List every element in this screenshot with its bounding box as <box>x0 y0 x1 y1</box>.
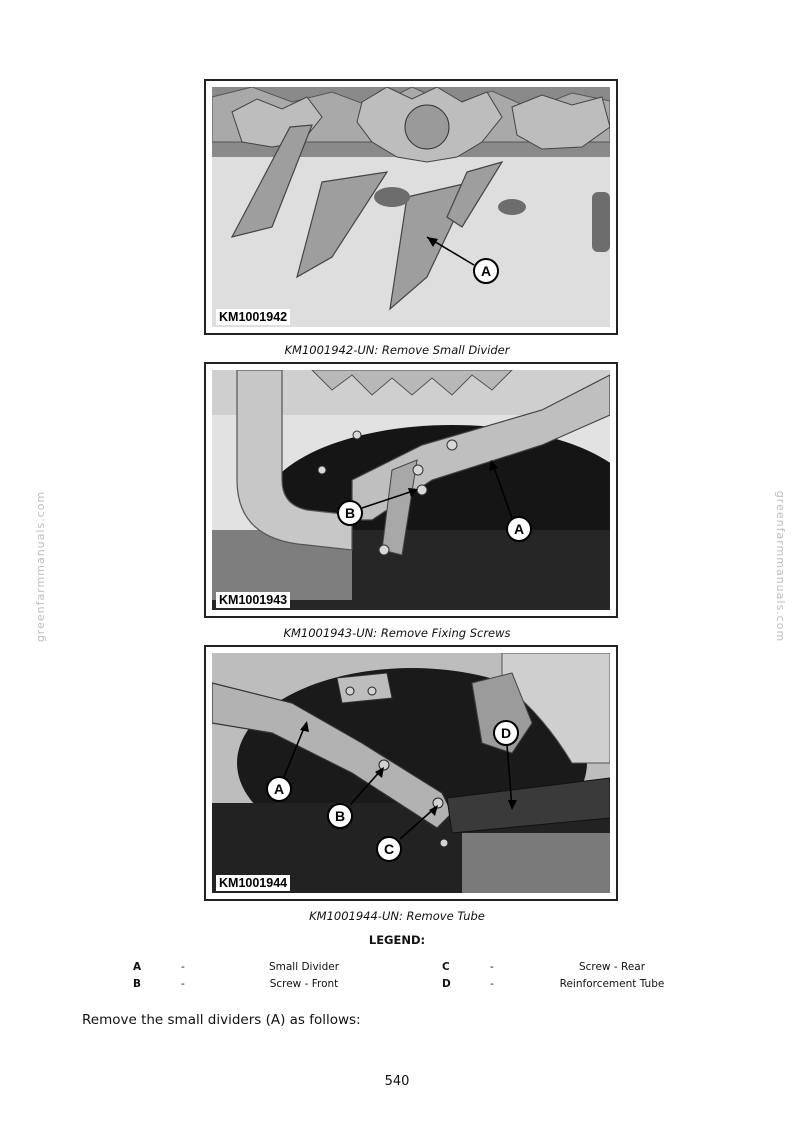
legend-key: A <box>133 961 142 973</box>
legend-dash: - <box>181 961 185 973</box>
callout-a-label: A <box>273 781 285 797</box>
legend-key: D <box>442 978 451 990</box>
legend-dash: - <box>181 978 185 990</box>
legend-row <box>0 978 794 992</box>
callout-c-label: C <box>383 841 395 857</box>
instruction-text: Remove the small dividers (A) as follows: <box>82 1012 361 1028</box>
callout-d-label: D <box>500 725 512 741</box>
callout-a-label: A <box>480 263 492 279</box>
figure-id: KM1001943 <box>216 592 290 608</box>
legend-description: Small Divider <box>268 961 340 973</box>
callout-b-label: B <box>344 505 356 521</box>
legend-row <box>0 961 794 975</box>
figure-photo <box>212 87 610 327</box>
figure-id: KM1001942 <box>216 309 290 325</box>
watermark-left: greenfarmmanuals.com <box>34 490 48 643</box>
figure-remove-small-divider <box>204 79 618 335</box>
legend-dash: - <box>490 978 494 990</box>
figure-remove-fixing-screws <box>204 362 618 618</box>
figure-photo <box>212 653 610 893</box>
fixing-screws-illustration <box>212 370 610 610</box>
callout-b-label: B <box>334 808 346 824</box>
figure-photo <box>212 370 610 610</box>
figure-remove-tube <box>204 645 618 901</box>
watermark-right: greenfarmmanuals.com <box>774 490 788 643</box>
figure-id: KM1001944 <box>216 875 290 891</box>
legend-description: Screw - Rear <box>578 961 646 973</box>
figure-caption: KM1001944-UN: Remove Tube <box>309 909 485 923</box>
legend-dash: - <box>490 961 494 973</box>
figure-caption: KM1001942-UN: Remove Small Divider <box>284 343 510 357</box>
legend-key: C <box>442 961 450 973</box>
callout-a-label: A <box>513 521 525 537</box>
tube-illustration <box>212 653 610 893</box>
legend-description: Reinforcement Tube <box>559 978 665 990</box>
page-number: 540 <box>384 1074 410 1089</box>
legend-title: LEGEND: <box>368 933 426 947</box>
figure-caption: KM1001943-UN: Remove Fixing Screws <box>283 626 511 640</box>
legend-key: B <box>133 978 142 990</box>
legend-description: Screw - Front <box>269 978 339 990</box>
divider-illustration <box>212 87 610 327</box>
